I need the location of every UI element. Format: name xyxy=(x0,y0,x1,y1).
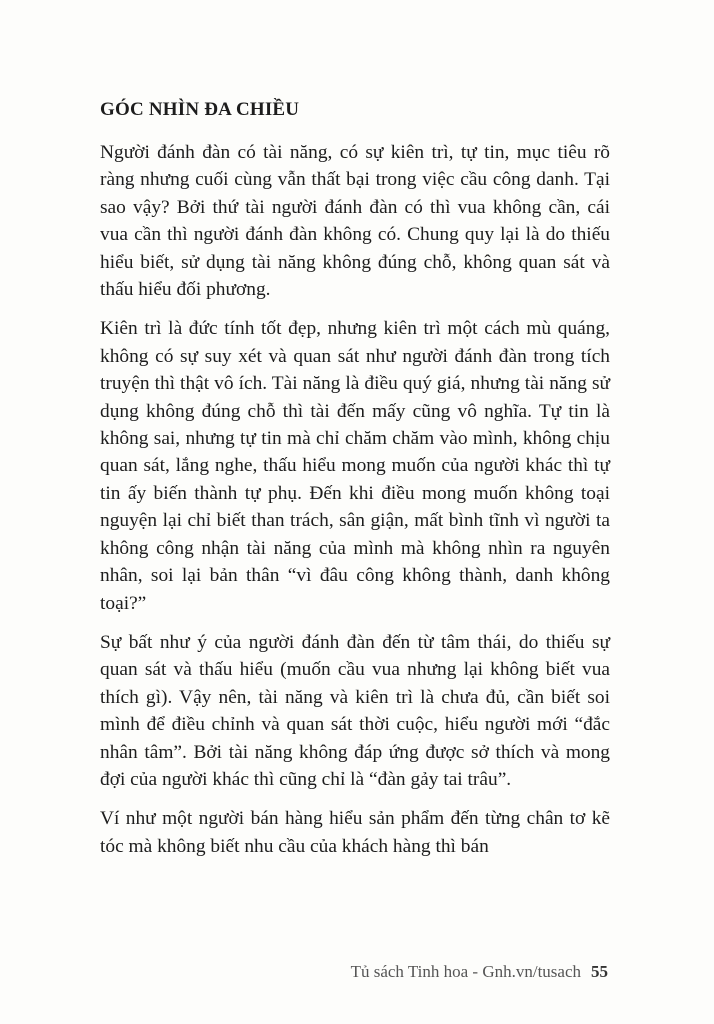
paragraph-3: Sự bất như ý của người đánh đàn đến từ tâm thái, do thiếu sự quan sát và thấu hiểu (muốn cầu vua nhưng lại không biết vua thích gì). Vậy nên, tài năng và kiên trì là chưa đủ, cần biết soi mình để điều chỉnh và quan sát thời cuộc, hiểu người mới “đắc nhân tâm”. Bởi tài năng không đáp ứng được sở thích và mong đợi của người khác thì cũng chỉ là “đàn gảy tai trâu”. xyxy=(100,631,610,790)
page-footer xyxy=(351,962,608,982)
section-heading: GÓC NHÌN ĐA CHIỀU xyxy=(100,99,300,120)
page-content xyxy=(100,95,610,872)
paragraph-1: Người đánh đàn có tài năng, có sự kiên trì, tự tin, mục tiêu rõ ràng nhưng cuối cùng vẫn thất bại trong việc cầu công danh. Tại sao vậy? Bởi thứ tài người đánh đàn có thì vua không cần, cái vua cần thì người đánh đàn không có. Chung quy lại là do thiếu hiểu biết, sử dụng tài năng không đúng chỗ, không quan sát và thấu hiểu đối phương. xyxy=(100,142,610,301)
paragraph-2: Kiên trì là đức tính tốt đẹp, nhưng kiên trì một cách mù quáng, không có sự suy xét và quan sát như người đánh đàn trong tích truyện thì thật vô ích. Tài năng là điều quý giá, nhưng tài năng sử dụng không đúng chỗ thì tài đến mấy cũng vô nghĩa. Tự tin là không sai, nhưng tự tin mà chỉ chăm chăm vào mình, không chịu quan sát, lắng nghe, thấu hiểu mong muốn của người khác thì tự tin ấy biến thành tự phụ. Đến khi điều mong muốn không toại nguyện lại chỉ biết than trách, sân giận, mất bình tĩnh vì người ta không công nhận tài năng của mình mà không nhìn ra nguyên nhân, soi lại bản thân “vì đâu công không thành, danh không toại?” xyxy=(100,318,610,614)
footer-series-label: Tủ sách Tinh hoa - Gnh.vn/tusach xyxy=(350,962,581,981)
page-number: 55 xyxy=(591,962,608,981)
paragraph-4: Ví như một người bán hàng hiểu sản phẩm đến từng chân tơ kẽ tóc mà không biết nhu cầu của khách hàng thì bán xyxy=(100,808,610,857)
